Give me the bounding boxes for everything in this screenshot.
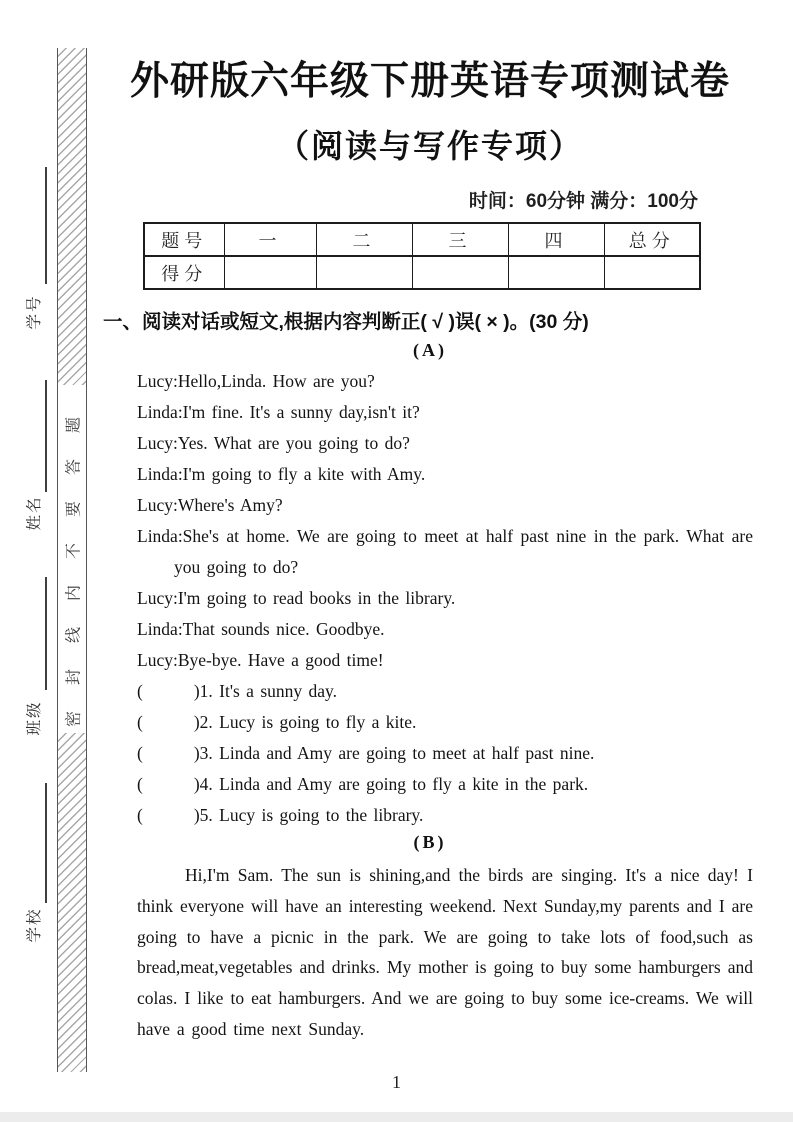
score-table-header-row <box>144 223 700 256</box>
score-table-header-cell: 总分 <box>604 223 700 256</box>
score-table-header-cell: 题号 <box>144 223 224 256</box>
section-one-heading: 一、阅读对话或短文,根据内容判断正( √ )误( × )。(30 分) <box>103 311 589 333</box>
dialogue-line: Lucy:Where's Amy? <box>137 495 283 515</box>
score-row-label: 得分 <box>144 256 224 289</box>
score-table-score-row <box>144 256 700 289</box>
dialogue-line: Linda:That sounds nice. Goodbye. <box>137 619 385 639</box>
student-number-label: 学号 <box>26 294 43 330</box>
seal-text-area <box>58 385 86 733</box>
true-false-item: ( )5. Lucy is going to the library. <box>137 805 424 825</box>
class-label: 班级 <box>26 700 43 736</box>
score-table-header-cell: 一 <box>224 223 316 256</box>
school-blank-line <box>45 783 47 903</box>
scan-edge-strip <box>0 1112 793 1122</box>
page-title: 外研版六年级下册英语专项测试卷 <box>129 60 730 103</box>
true-false-item: ( )3. Linda and Amy are going to meet at half past nine. <box>137 743 595 763</box>
score-cell <box>316 256 412 289</box>
class-blank-line <box>45 577 47 690</box>
seal-band <box>57 48 87 1072</box>
page-number: 1 <box>392 1072 401 1092</box>
name-label: 姓名 <box>26 495 43 531</box>
dialogue-line: Lucy:Yes. What are you going to do? <box>137 433 410 453</box>
dialogue-line: Linda:She's at home. We are going to meet at half past nine in the park. What are you going to do? <box>137 526 753 577</box>
true-false-item: ( )2. Lucy is going to fly a kite. <box>137 712 417 732</box>
true-false-item: ( )4. Linda and Amy are going to fly a kite in the park. <box>137 774 589 794</box>
page-subtitle: （阅读与写作专项） <box>276 128 583 164</box>
score-cell <box>604 256 700 289</box>
hatch-pattern-top <box>58 48 86 385</box>
exam-time-score-meta: 时间：60分钟 满分：100分 <box>468 191 698 212</box>
school-label: 学校 <box>26 907 43 943</box>
part-b-label: (B) <box>413 832 447 852</box>
dialogue-line: Linda:I'm going to fly a kite with Amy. <box>137 464 426 484</box>
score-table-header-cell: 三 <box>412 223 508 256</box>
part-a-label: (A) <box>413 340 447 360</box>
score-cell <box>508 256 604 289</box>
seal-line-text: 密封线内不要答题 <box>65 390 83 728</box>
score-table-header-cell: 四 <box>508 223 604 256</box>
dialogue-and-items <box>137 366 753 831</box>
score-cell <box>412 256 508 289</box>
name-blank-line <box>45 380 47 492</box>
student-number-blank-line <box>45 167 47 284</box>
score-table <box>143 222 701 290</box>
dialogue-line: Lucy:I'm going to read books in the library. <box>137 588 456 608</box>
passage-b: Hi,I'm Sam. The sun is shining,and the birds are singing. It's a nice day! I think everyone will have an interesting weekend. Next Sunday,my parents and I are going to have a picnic in the park. We are going to take lots of food,such as bread,meat,vegetables and drinks. My mother is going to buy some hamburgers and colas. I like to eat hamburgers. And we are going to buy some ice-creams. We will have a good time next Sunday. <box>137 865 753 1039</box>
dialogue-line: Linda:I'm fine. It's a sunny day,isn't it? <box>137 402 420 422</box>
score-table-header-cell: 二 <box>316 223 412 256</box>
score-cell <box>224 256 316 289</box>
hatch-pattern-bottom <box>58 733 86 1072</box>
dialogue-line: Lucy:Bye-bye. Have a good time! <box>137 650 384 670</box>
true-false-item: ( )1. It's a sunny day. <box>137 681 338 701</box>
dialogue-line: Lucy:Hello,Linda. How are you? <box>137 371 375 391</box>
